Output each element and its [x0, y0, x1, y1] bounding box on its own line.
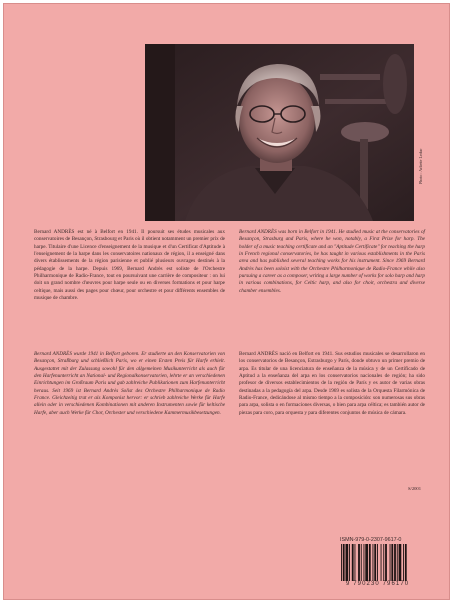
biography-spanish: Bernard ANDRÈS nació en Belfort en 1941. Sus estudios musicales se desarrollaron en los conservatorios de Besançon, Estrasburgo y París, donde obtuvo un primer premio de arpa. Es titular de una licenciatura de enseñanza de la música y de un Certificado de Aptitud a la enseñanza del arpa en los conservatorios nacionales de región; ha sido profesor de diversos establecimientos de la región de París y es autor de varias obras destinadas a la pedagogía del arpa. Desde 1969 es solista de la Orquesta Filarmónica de Radio-France, dedicándose al mismo tiempo a la composición: son numerosas sus obras para arpa, solista o en formaciones diversas, o bien para arpa céltica; es también autor de piezas para coro, para orquesta y para diferentes conjuntos de música de cámara.	[239, 351, 425, 416]
barcode-bar	[374, 544, 376, 581]
barcode-bar	[341, 544, 342, 581]
barcode-bar	[349, 544, 350, 581]
barcode-bar	[365, 544, 368, 581]
barcode-bar	[405, 544, 407, 581]
barcode-bar	[358, 544, 360, 581]
biography-german: Bernard ANDRÈS wurde 1941 in Belfort geboren. Er studierte an den Konservatorien von Besançon, Straßburg und schließlich Paris, wo er einen Ersten Preis für Harfe erhielt. Ausgestattet mit der Zulassung sowohl für den allgemeinen Musikunterricht als auch für den Harfenunterricht an National- und Regionalkonservatorien, lehrte er an verschiedenen Einrichtungen im Großraum Paris und gab zahlreiche Publikationen zum Harfenunterricht heraus. Seit 1969 ist Bernard Andrès Solist des Orchestre Philharmonique de Radio France. Gleichzeitig trat er als Komponist hervor: er schrieb zahlreiche Werke für Harfe allein oder in verschiedenen Kombinationen mit anderen Instrumenten sowie für keltische Harfe, aber auch Werke für Chor, Orchester und verschiedene Kammermusikbesetzungen.	[34, 351, 225, 416]
barcode-bar	[399, 544, 402, 581]
barcode-bar	[369, 544, 371, 581]
ismn-number: ISMN-979-0-2307-9617-0	[340, 537, 402, 543]
barcode-bar	[383, 544, 384, 581]
barcode-bar	[361, 544, 362, 581]
back-cover	[3, 3, 450, 600]
barcode-bar	[377, 544, 378, 581]
portrait-photo	[145, 44, 414, 221]
barcode-bar	[364, 544, 365, 581]
photo-credit: Photo : Arliette Leduc	[418, 148, 423, 184]
portrait-image	[145, 44, 414, 221]
barcode-bar	[391, 544, 393, 581]
barcode-digits: 9 790230 796170	[346, 581, 410, 587]
barcode-bar	[343, 544, 345, 581]
barcode-bar	[385, 544, 387, 581]
barcode-bar	[394, 544, 396, 581]
barcode-bar	[381, 544, 382, 581]
barcode-bar	[390, 544, 391, 581]
biography-english: Bernard ANDRÈS was born in Belfort in 1941. He studied music at the conservatories of Besançon, Strasburg and Paris, where he won, notably, a First Prize for harp. The holder of a music teaching certificate and an "Aptitude Certificate" for teaching the harp in French regional conservatories, he has taught in various establishments in the Paris area and has published several teaching works for his instrument. Since 1969 Bernard Andrès has been soloist with the Orchestre Philharmonique de Radio-France while also pursuing a career as a composer, writing a large number of works for solo harp and harp in various combinations, for Celtic harp, and also for choir, orchestra and diverse chamber ensembles.	[239, 229, 425, 294]
barcode-bar	[397, 544, 398, 581]
barcode-bar	[403, 544, 404, 581]
barcode	[340, 544, 415, 581]
biography-french: Bernard ANDRÈS est né à Belfort en 1941. Il poursuit ses études musicales aux conservatoires de Besançon, Strasbourg et Paris où il obtient notamment un premier prix de harpe. Titulaire d'une Licence d'enseignement de la musique et d'un Certificat d'Aptitude à l'enseignement de la harpe dans les conservatoires nationaux de région, il a enseigné dans divers établissements de la région parisienne et publié plusieurs ouvrages destinés à la pédagogie de la harpe. Depuis 1969, Bernard Andrès est soliste de l'Orchestre Philharmonique de Radio-France, tout en poursuivant une carrière de compositeur : on lui doit un grand nombre d'œuvres pour harpe seule ou en diverses formations et pour harpe celtique, mais aussi des pages pour chœur, pour orchestre et pour différents ensembles de musique de chambre.	[34, 229, 225, 302]
barcode-bar	[373, 544, 374, 581]
edition-code: S/2001	[408, 486, 422, 491]
barcode-bar	[352, 544, 354, 581]
barcode-bar	[355, 544, 356, 581]
barcode-bar	[346, 544, 349, 581]
